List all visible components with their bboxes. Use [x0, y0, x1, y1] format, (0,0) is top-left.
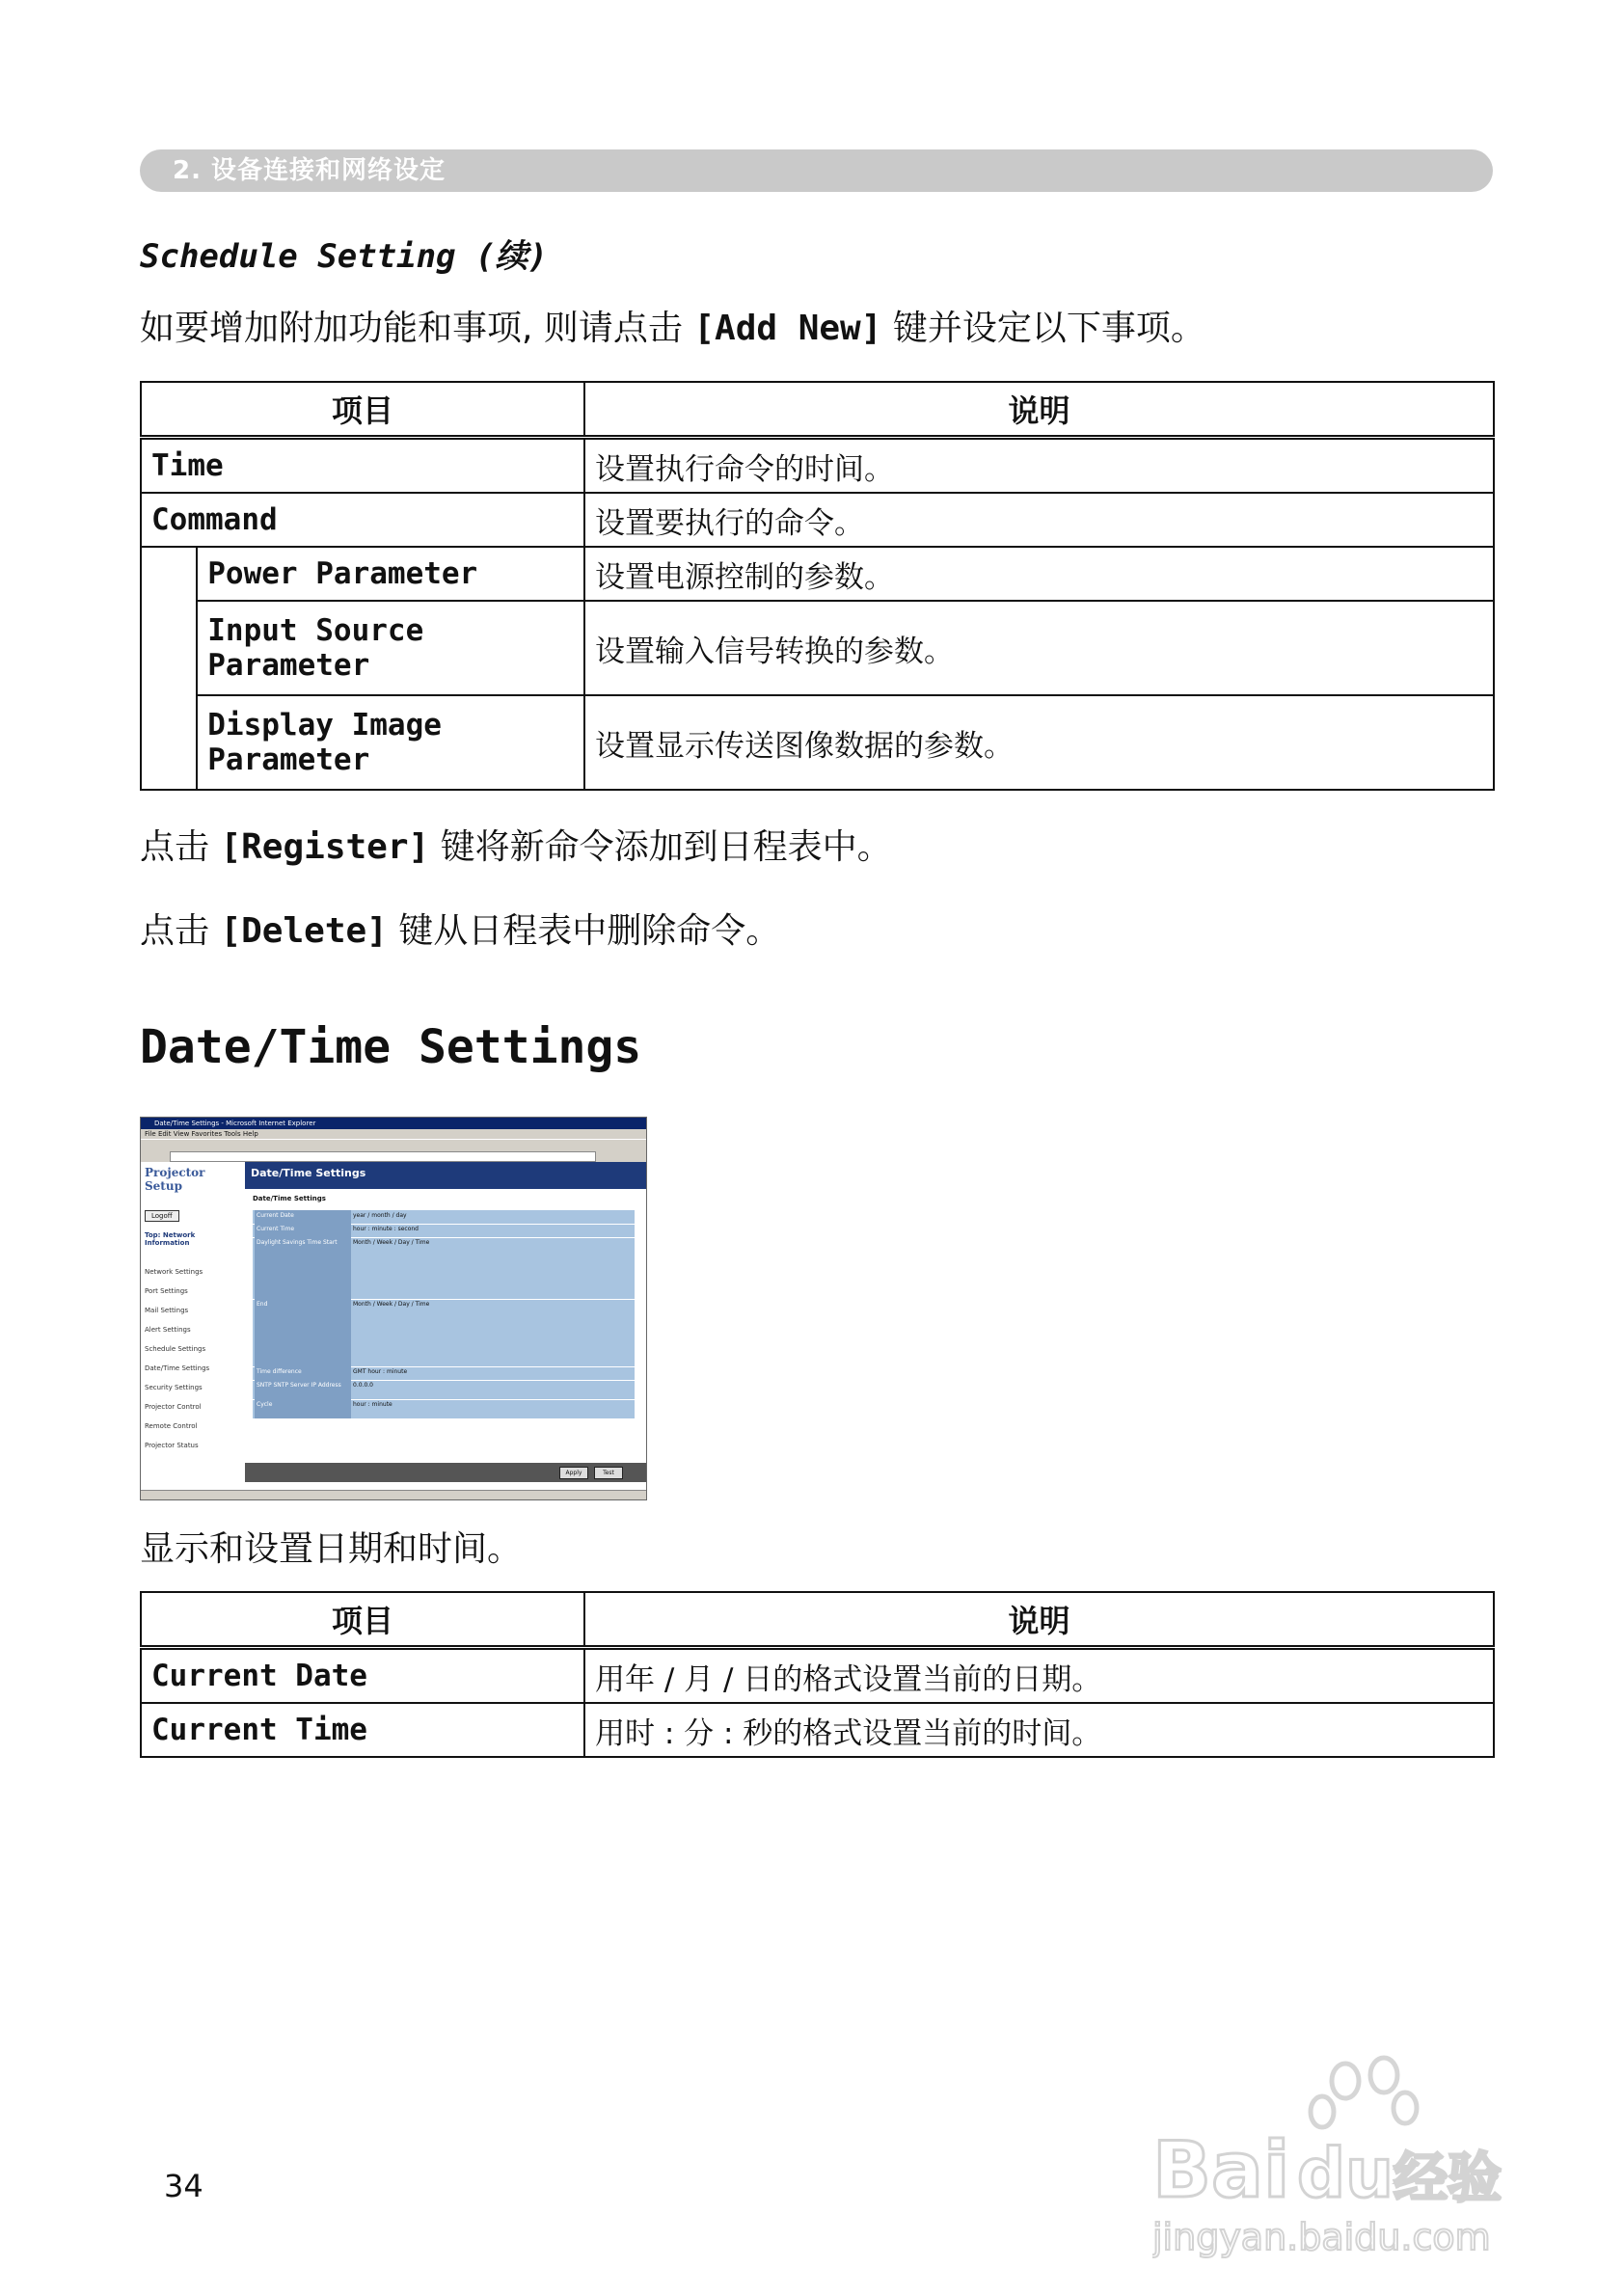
nav-item: Network Settings [145, 1268, 203, 1276]
column-header-description: 说明 [584, 1592, 1494, 1648]
item-line: Display Image [207, 708, 442, 742]
nav-item: Port Settings [145, 1287, 188, 1295]
table-header-row [141, 382, 1494, 438]
item-cell: Power Parameter [197, 547, 584, 601]
form-row [253, 1237, 635, 1300]
form-row [253, 1366, 635, 1381]
indent-cell [141, 547, 197, 601]
datetime-items-table [140, 1591, 1495, 1758]
chapter-header-bar [140, 149, 1493, 192]
table-row [141, 695, 1494, 790]
baidu-jingyan-watermark [1152, 2052, 1557, 2264]
screenshot-button-bar [245, 1463, 646, 1482]
description-cell: 设置输入信号转换的参数。 [584, 601, 1494, 695]
screenshot-nav [145, 1231, 241, 1461]
table-row [141, 547, 1494, 601]
test-button: Test [594, 1467, 623, 1479]
section-title: Date/Time Settings [140, 1020, 642, 1074]
description-cell: 设置电源控制的参数。 [584, 547, 1494, 601]
form-label: Current Time [255, 1224, 351, 1237]
form-row [253, 1380, 635, 1400]
indent-cell [141, 601, 197, 695]
nav-item: Projector Control [145, 1403, 202, 1411]
form-row [253, 1210, 635, 1225]
table-row [141, 1648, 1494, 1704]
item-line: Parameter [207, 742, 370, 777]
item-cell [197, 601, 584, 695]
item-cell [197, 695, 584, 790]
screenshot-sidebar [141, 1162, 245, 1490]
description-cell: 用时 : 分 : 秒的格式设置当前的时间。 [584, 1703, 1494, 1757]
form-value: hour : minute [353, 1401, 392, 1408]
description-cell: 设置执行命令的时间。 [584, 438, 1494, 494]
menu-bar: File Edit View Favorites Tools Help [145, 1130, 258, 1138]
browser-statusbar [141, 1490, 646, 1500]
register-key: [Register] [220, 827, 430, 867]
svg-text:经验: 经验 [1394, 2147, 1502, 2210]
register-note [140, 820, 892, 869]
add-new-key: [Add New] [693, 309, 882, 348]
schedule-items-table [140, 381, 1495, 791]
delete-note [140, 904, 780, 953]
screenshot-subheading: Date/Time Settings [253, 1195, 326, 1202]
address-bar [141, 1150, 646, 1162]
screenshot-main [245, 1162, 646, 1490]
form-label: Time difference [255, 1366, 351, 1380]
nav-item: Top: Network Information [145, 1231, 196, 1247]
indent-cell [141, 695, 197, 790]
nav-item: Security Settings [145, 1384, 203, 1391]
form-label: Cycle [255, 1399, 351, 1418]
form-label: SNTP SNTP Server IP Address [255, 1380, 351, 1399]
register-suffix: 键将新命令添加到日程表中。 [429, 827, 892, 867]
address-field [170, 1151, 596, 1162]
description-cell: 设置要执行的命令。 [584, 493, 1494, 547]
delete-suffix: 键从日程表中删除命令。 [387, 911, 781, 951]
nav-item: Alert Settings [145, 1326, 191, 1334]
form-value: 0.0.0.0 [353, 1382, 373, 1389]
description-cell: 设置显示传送图像数据的参数。 [584, 695, 1494, 790]
page-number: 34 [164, 2168, 203, 2204]
nav-item: Mail Settings [145, 1307, 189, 1314]
register-prefix: 点击 [140, 827, 221, 867]
logoff-button: Logoff [145, 1210, 179, 1222]
screenshot-header: Date/Time Settings [245, 1162, 646, 1189]
section-subtitle: Schedule Setting (续) [140, 237, 548, 276]
item-cell: Current Time [141, 1703, 584, 1757]
window-titlebar: Date/Time Settings - Microsoft Internet Explorer [141, 1118, 646, 1129]
item-cell: Time [141, 438, 584, 494]
column-header-item: 项目 [141, 382, 584, 438]
item-line: Input Source [207, 613, 424, 648]
form-value: year / month / day [353, 1212, 407, 1219]
nav-item: Date/Time Settings [145, 1364, 210, 1372]
form-value: Month / Week / Day / Time [353, 1239, 430, 1246]
screenshot-form [253, 1210, 635, 1418]
intro-suffix: 键并设定以下事项。 [881, 309, 1205, 348]
nav-item: Projector Status [145, 1442, 199, 1449]
table-row [141, 493, 1494, 547]
intro-paragraph [140, 301, 1205, 350]
form-label: Current Date [255, 1210, 351, 1224]
form-row [253, 1224, 635, 1238]
svg-text:du: du [1297, 2134, 1394, 2213]
delete-prefix: 点击 [140, 911, 221, 951]
table-row [141, 1703, 1494, 1757]
item-cell: Current Date [141, 1648, 584, 1704]
form-value: Month / Week / Day / Time [353, 1301, 430, 1308]
column-header-item: 项目 [141, 1592, 584, 1648]
form-value: hour : minute : second [353, 1226, 419, 1232]
item-line: Parameter [207, 648, 370, 683]
form-label: Daylight Savings Time Start [255, 1237, 351, 1299]
svg-text:Bai: Bai [1152, 2125, 1290, 2215]
description-cell: 用年 / 月 / 日的格式设置当前的日期。 [584, 1648, 1494, 1704]
chapter-title: 2. 设备连接和网络设定 [173, 156, 447, 185]
table-header-row [141, 1592, 1494, 1648]
form-row [253, 1399, 635, 1419]
screenshot-caption: 显示和设置日期和时间。 [140, 1529, 523, 1569]
projector-setup-logo: Projector Setup [145, 1166, 205, 1193]
intro-prefix: 如要增加附加功能和事项, 则请点击 [140, 309, 694, 348]
table-row [141, 438, 1494, 494]
apply-button: Apply [559, 1467, 588, 1479]
settings-screenshot [140, 1117, 647, 1500]
item-cell: Command [141, 493, 584, 547]
form-value: GMT hour : minute [353, 1368, 408, 1375]
table-row [141, 601, 1494, 695]
baidu-paw-logo [1152, 2052, 1557, 2264]
form-row [253, 1299, 635, 1367]
delete-key: [Delete] [220, 911, 388, 951]
svg-text:jingyan.baidu.com: jingyan.baidu.com [1152, 2216, 1491, 2258]
form-label: End [255, 1299, 351, 1366]
nav-item: Remote Control [145, 1422, 198, 1430]
nav-item: Schedule Settings [145, 1345, 206, 1353]
column-header-description: 说明 [584, 382, 1494, 438]
